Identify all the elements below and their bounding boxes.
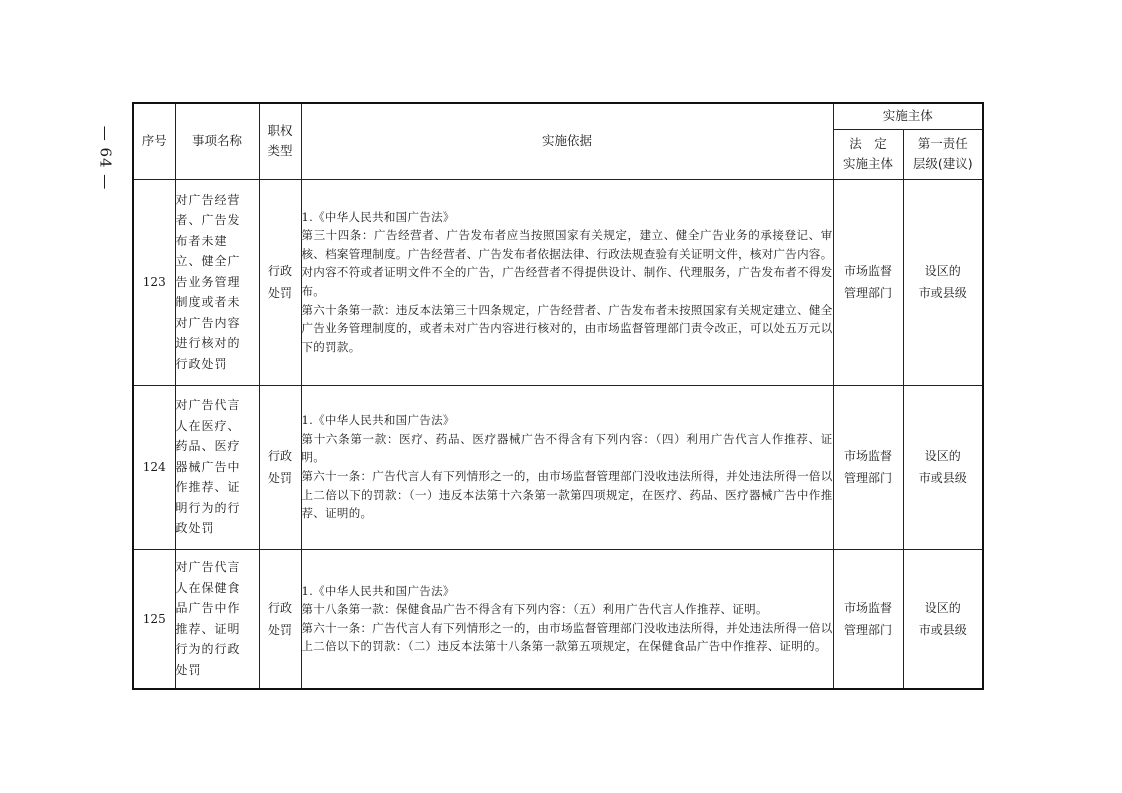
authority-type-line: 行政 <box>267 264 292 278</box>
responsibility-level <box>903 385 983 549</box>
legal-basis-paragraph: 第六十条第一款：违反本法第三十四条规定，广告经营者、广告发布者未按照国家有关规定建立、健全广告业务管理制度的，或者未对广告内容进行核对的，由市场监督管理部门责令改正，可以处五万元以下的罚款。 <box>301 302 833 354</box>
item-name-line: 人在医疗、 <box>175 418 241 433</box>
item-name <box>175 179 259 385</box>
header-basis: 实施依据 <box>301 103 833 179</box>
item-name-line: 品广告中作 <box>175 601 241 616</box>
authority-type-line: 行政 <box>267 449 292 463</box>
header-responsibility-level <box>903 129 983 179</box>
legal-basis-paragraph: 第十八条第一款：保健食品广告不得含有下列内容：（五）利用广告代言人作推荐、证明。 <box>301 602 768 617</box>
header-subject: 实施主体 <box>833 103 983 129</box>
item-name-line: 行政处罚 <box>175 356 228 371</box>
legal-basis <box>301 179 833 385</box>
header-legal-subject <box>833 129 903 179</box>
responsibility-level-line: 市或县级 <box>918 471 967 485</box>
item-name-line: 对广告代言 <box>175 398 241 413</box>
authority-type-line: 处罚 <box>267 471 292 485</box>
header-type-line-2: 类型 <box>267 143 293 159</box>
legal-subject <box>833 385 903 549</box>
responsibility-level-line: 设区的 <box>924 449 961 463</box>
authority-type <box>259 385 301 549</box>
legal-subject-line: 管理部门 <box>843 622 892 637</box>
legal-subject-line: 市场监督 <box>843 600 892 615</box>
item-name-line: 告业务管理 <box>175 274 241 289</box>
item-name <box>175 549 259 689</box>
page-number <box>92 118 118 198</box>
legal-subject-line: 管理部门 <box>843 471 892 485</box>
item-name-line: 布者未建 <box>175 233 228 248</box>
legal-basis <box>301 385 833 549</box>
legal-basis-paragraph: 1.《中华人民共和国广告法》 <box>301 413 455 428</box>
header-type-line-1: 职权 <box>267 123 293 139</box>
page-number-text: — 64 — <box>96 125 114 191</box>
authority-type <box>259 549 301 689</box>
authority-table <box>132 102 984 690</box>
responsibility-level-line: 设区的 <box>924 264 961 278</box>
item-name-line: 药品、医疗 <box>175 439 241 454</box>
responsibility-level <box>903 549 983 689</box>
legal-basis <box>301 549 833 689</box>
item-name-line: 行为的行政 <box>175 642 241 657</box>
item-name-line: 作推荐、证 <box>175 480 241 495</box>
responsibility-level-line: 市或县级 <box>918 286 967 300</box>
header-level-line-1: 第一责任 <box>917 136 968 151</box>
legal-subject-line: 市场监督 <box>843 264 892 278</box>
item-name-line: 人在保健食 <box>175 580 241 595</box>
item-name-line: 器械广告中 <box>175 459 241 474</box>
legal-subject-line: 管理部门 <box>843 286 892 300</box>
header-legal-line-2: 实施主体 <box>842 156 893 171</box>
responsibility-level-line: 设区的 <box>924 600 961 615</box>
item-name-line: 处罚 <box>175 662 202 677</box>
table-row <box>133 385 983 549</box>
table-row <box>133 179 983 385</box>
item-name-line: 推荐、证明 <box>175 621 241 636</box>
item-name-line: 立、健全广 <box>175 254 241 269</box>
legal-subject-line: 市场监督 <box>843 449 892 463</box>
row-index: 125 <box>133 549 175 689</box>
item-name-line: 对广告代言 <box>175 560 241 575</box>
item-name-line: 政处罚 <box>175 521 215 536</box>
row-index: 124 <box>133 385 175 549</box>
item-name-line: 者、广告发 <box>175 213 241 228</box>
legal-subject <box>833 179 903 385</box>
header-legal-line-1: 法 定 <box>849 136 887 151</box>
authority-type-line: 行政 <box>267 600 292 615</box>
responsibility-level <box>903 179 983 385</box>
legal-basis-paragraph: 1.《中华人民共和国广告法》 <box>301 209 455 224</box>
responsibility-level-line: 市或县级 <box>918 622 967 637</box>
item-name-line: 明行为的行 <box>175 500 241 515</box>
table-row <box>133 549 983 689</box>
legal-basis-paragraph: 第六十一条：广告代言人有下列情形之一的，由市场监督管理部门没收违法所得，并处违法所得一倍以上二倍以下的罚款：（二）违反本法第十八条第一款第五项规定，在保健食品广告中作推荐、证明的。 <box>301 620 833 654</box>
legal-basis-paragraph: 第三十四条：广告经营者、广告发布者应当按照国家有关规定，建立、健全广告业务的承接登记、审核、档案管理制度。广告经营者、广告发布者依据法律、行政法规查验有关证明文件，核对广告内容。对内容不符或者证明文件不全的广告，广告经营者不得提供设计、制作、代理服务，广告发布者不得发布。 <box>301 228 833 298</box>
item-name-line: 制度或者未 <box>175 295 241 310</box>
item-name-line: 对广告经营 <box>175 192 241 207</box>
legal-subject <box>833 549 903 689</box>
row-index: 123 <box>133 179 175 385</box>
legal-basis-paragraph: 第六十一条：广告代言人有下列情形之一的，由市场监督管理部门没收违法所得，并处违法所得一倍以上二倍以下的罚款：（一）违反本法第十六条第一款第四项规定，在医疗、药品、医疗器械广告中作推荐、证明的。 <box>301 469 833 521</box>
legal-basis-paragraph: 第十六条第一款：医疗、药品、医疗器械广告不得含有下列内容：（四）利用广告代言人作推荐、证明。 <box>301 431 833 465</box>
header-item-name: 事项名称 <box>175 103 259 179</box>
legal-basis-paragraph: 1.《中华人民共和国广告法》 <box>301 583 455 598</box>
header-authority-type <box>259 103 301 179</box>
header-level-line-2: 层级(建议) <box>912 156 973 171</box>
header-index: 序号 <box>133 103 175 179</box>
item-name <box>175 385 259 549</box>
authority-type-line: 处罚 <box>267 286 292 300</box>
item-name-line: 进行核对的 <box>175 336 241 351</box>
authority-type <box>259 179 301 385</box>
authority-type-line: 处罚 <box>267 622 292 637</box>
item-name-line: 对广告内容 <box>175 315 241 330</box>
